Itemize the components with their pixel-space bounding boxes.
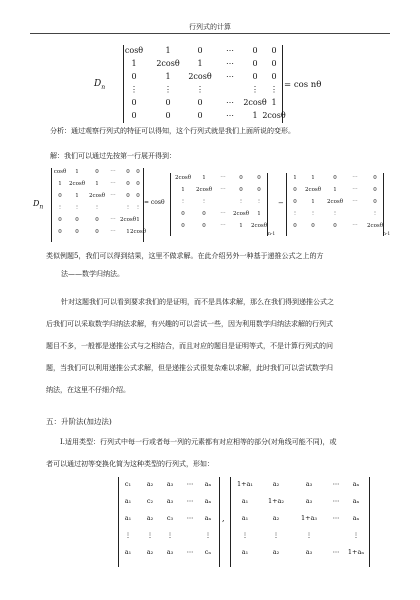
matrix-cell: 1	[126, 229, 130, 235]
matrix-cell: 2cosθ	[129, 229, 147, 235]
matrix-cell: 2cosθ	[195, 187, 213, 193]
matrix-cell: a₃	[166, 548, 174, 556]
matrix-cell: 2cosθ	[88, 193, 106, 199]
matrix-cell: ⋯	[110, 193, 116, 199]
matrix-cell: 0	[197, 111, 203, 120]
matrix-cell: ⋮	[196, 85, 204, 94]
matrix-cell: 0	[181, 211, 185, 217]
matrix-cell: ⋮	[164, 85, 172, 94]
matrix-cell: ⋯	[332, 480, 340, 488]
matrix-cell: 1	[311, 175, 315, 181]
solution-intro: 解：我们可以通过先按第一行展开得到：	[50, 152, 176, 160]
matrix-cell: 1+aₙ	[347, 548, 365, 556]
matrix-cell: 0	[202, 223, 206, 229]
matrix-cell: ⋯	[352, 187, 358, 193]
matrix-cell: a₂	[272, 514, 280, 522]
matrix-cell: a₂	[146, 548, 154, 556]
matrix-cell: 1	[136, 217, 140, 223]
matrix-cell: 1+a₃	[300, 514, 318, 522]
matrix-cell: 0	[131, 72, 137, 81]
matrix-cell: 0	[293, 187, 297, 193]
matrix-cell: ⋯	[226, 98, 234, 107]
determinant-expansion-3	[286, 173, 384, 236]
matrix-cell: 0	[373, 199, 377, 205]
matrix-cell: ⋮	[180, 199, 186, 205]
matrix-cell: 0	[333, 175, 337, 181]
matrix-cell: ⋯	[352, 199, 358, 205]
example-matrix-left	[118, 477, 220, 567]
matrix-cell: 0	[271, 59, 277, 68]
matrix-cell: 0	[75, 229, 79, 235]
matrix-cell: cosθ	[53, 169, 67, 175]
paragraph-line-1: 类似例题5，我们可以得到结果，这里不做求解。在此介绍另外一种基于递推公式之上的方	[46, 252, 324, 260]
matrix-cell: ⋯	[226, 72, 234, 81]
example-matrix-right	[230, 477, 370, 567]
matrix-cell: ⋯	[110, 217, 116, 223]
expansion-sub-2: n-1	[268, 232, 276, 237]
matrix-cell: c₃	[166, 514, 174, 522]
matrix-cell: ⋯	[332, 497, 340, 505]
matrix-cell: ⋯	[226, 59, 234, 68]
matrix-cell: ⋯	[220, 187, 226, 193]
matrix-cell: a₂	[146, 514, 154, 522]
matrix-cell: 0	[311, 223, 315, 229]
paragraph-line-5: 题目不多，一般都是递推公式与之相结合，而且对应的题目是证明等式，不是计算行列式的问	[46, 342, 333, 350]
matrix-cell: ⋮	[201, 199, 207, 205]
matrix-cell: ⋮	[310, 211, 316, 217]
matrix-cell: c₂	[146, 497, 154, 505]
matrix-cell: 0	[333, 223, 337, 229]
matrix-cell: a₂	[272, 548, 280, 556]
matrix-cell: ⋮	[272, 531, 280, 539]
matrix-cell: a₂	[146, 480, 154, 488]
matrix-cell: 0	[58, 217, 62, 223]
matrix-cell: aₙ	[204, 514, 212, 522]
matrix-cell: 0	[136, 193, 140, 199]
matrix-cell: 1+a₂	[267, 497, 285, 505]
matrix-cell: 2cosθ	[174, 175, 192, 181]
paragraph-line-7: 纳法，在这里不仔细介绍。	[46, 386, 130, 394]
matrix-cell: ⋮	[256, 199, 262, 205]
section-intro-line-1: Ⅰ.适用类型：行列式中每一行或者每一列的元素都有对应相等的部分(对角线可能不同)，或	[60, 438, 337, 446]
matrix-cell: 0	[373, 175, 377, 181]
matrix-cell: 0	[75, 217, 79, 223]
matrix-cell: a₁	[124, 548, 132, 556]
matrix-cell: 0	[165, 98, 171, 107]
matrix-cell: 0	[197, 98, 203, 107]
matrix-cell: ⋮	[372, 211, 378, 217]
matrix-cell: a₁	[241, 548, 249, 556]
matrix-cell: ⋯	[332, 548, 340, 556]
matrix1-result: = cos nθ	[284, 80, 322, 90]
matrix-cell: 0	[58, 229, 62, 235]
matrix-cell: 1	[131, 59, 137, 68]
matrix-cell: 1	[293, 175, 297, 181]
paragraph-line-6: 题，当我们可以利用递推公式求解，但是递推公式很复杂难以求解，此时我们可以尝试数学归	[46, 364, 333, 372]
matrix-cell: a₂	[272, 480, 280, 488]
matrix-cell: a₃	[166, 497, 174, 505]
matrix-cell: 1	[311, 199, 315, 205]
matrix-cell: a₃	[305, 548, 313, 556]
matrix-cell: ⋮	[124, 531, 132, 539]
matrix-cell: 0	[293, 223, 297, 229]
matrix-cell: aₙ	[204, 497, 212, 505]
matrix-cell: 0	[293, 199, 297, 205]
matrix-cell: ⋯	[110, 229, 116, 235]
matrix-cell: aₙ	[352, 514, 360, 522]
matrix-cell: 1	[165, 72, 171, 81]
matrix-cell: 1	[75, 193, 79, 199]
matrix-cell: ⋯	[220, 211, 226, 217]
matrix-cell: 0	[165, 111, 171, 120]
matrix-cell: ⋯	[226, 46, 234, 55]
matrix-cell: ⋮	[125, 205, 131, 211]
matrix-cell: ⋮	[146, 531, 154, 539]
matrix-cell: 0	[95, 169, 99, 175]
matrix-cell: 1	[202, 175, 206, 181]
matrix-cell: 1	[58, 181, 62, 187]
matrix-cell: 0	[239, 175, 243, 181]
matrix-cell: c₁	[124, 480, 132, 488]
matrix-cell: 0	[252, 46, 258, 55]
paragraph-line-2: 法——数学归纳法。	[61, 270, 124, 278]
matrix-cell: ⋯	[186, 514, 194, 522]
paragraph-line-3: 针对这题我们可以看到要求我们的是证明，而不是具体求解，那么在我们得到递推公式之	[61, 298, 334, 306]
matrix-cell: 2cosθ	[188, 72, 212, 81]
header-rule	[30, 33, 390, 34]
matrix-cell: 1	[252, 111, 258, 120]
matrix-cell: ⋮	[135, 205, 141, 211]
matrix-cell: 2cosθ	[232, 211, 250, 217]
matrix-cell: 1	[333, 187, 337, 193]
matrix-cell: ⋯	[186, 497, 194, 505]
matrix-cell: a₁	[124, 514, 132, 522]
matrix-cell: 0	[136, 181, 140, 187]
matrix-cell: ⋮	[166, 531, 174, 539]
expansion-sub-3: n-1	[383, 232, 391, 237]
matrix-cell: ⋯	[110, 181, 116, 187]
matrix-cell: 2cosθ	[304, 187, 322, 193]
matrix-cell: 0	[257, 187, 261, 193]
matrix-cell: ⋮	[241, 531, 249, 539]
matrix-cell: 2cosθ	[326, 199, 344, 205]
matrix-cell: 0	[197, 46, 203, 55]
matrix-cell: 0	[95, 217, 99, 223]
matrix-cell: a₁	[124, 497, 132, 505]
matrix-cell: 0	[252, 59, 258, 68]
matrix-cell: ⋯	[110, 169, 116, 175]
matrix-cell: 0	[131, 98, 137, 107]
matrix-cell: 0	[271, 72, 277, 81]
matrix-cell: ⋯	[352, 175, 358, 181]
matrix-cell: ⋮	[352, 531, 360, 539]
matrix-cell: 0	[181, 223, 185, 229]
matrix-cell: a₁	[241, 497, 249, 505]
expansion-op1: = cosθ	[144, 199, 165, 206]
matrix-cell: 0	[131, 111, 137, 120]
matrix-cell: a₃	[166, 480, 174, 488]
matrix-cell: a₃	[305, 497, 313, 505]
matrix-cell: aₙ	[352, 480, 360, 488]
matrix-cell: ⋮	[57, 205, 63, 211]
matrix-cell: ⋯	[352, 223, 358, 229]
matrix-cell: ⋮	[292, 211, 298, 217]
matrix-cell: ⋮	[94, 205, 100, 211]
example-separator: ,	[222, 514, 225, 523]
matrix-cell: 0	[136, 169, 140, 175]
matrix-cell: 1	[75, 169, 79, 175]
matrix-cell: 0	[126, 181, 130, 187]
matrix-cell: 2cosθ	[262, 111, 286, 120]
matrix-cell: 0	[126, 169, 130, 175]
matrix1-label: $D_n$	[94, 79, 106, 91]
matrix-cell: 1	[271, 98, 277, 107]
determinant-1	[123, 45, 286, 123]
matrix-cell: ⋯	[186, 480, 194, 488]
matrix-cell: ⋯	[220, 175, 226, 181]
matrix-cell: 0	[95, 229, 99, 235]
matrix-cell: 0	[239, 187, 243, 193]
matrix-cell: ⋮	[251, 85, 259, 94]
matrix-cell: ⋮	[238, 199, 244, 205]
matrix-cell: 1+a₁	[236, 480, 254, 488]
matrix-cell: 2cosθ	[366, 223, 384, 229]
matrix-cell: 0	[58, 193, 62, 199]
matrix-cell: ⋮	[270, 85, 278, 94]
matrix-cell: 0	[252, 72, 258, 81]
matrix-cell: 1	[257, 211, 261, 217]
matrix-cell: 0	[373, 187, 377, 193]
matrix-cell: ⋮	[74, 205, 80, 211]
matrix-cell: 2cosθ	[68, 181, 86, 187]
matrix-cell: 0	[271, 46, 277, 55]
matrix-cell: aₙ	[352, 497, 360, 505]
matrix-cell: aₙ	[204, 480, 212, 488]
matrix-cell: a₃	[305, 480, 313, 488]
matrix-cell: ⋯	[332, 514, 340, 522]
matrix-cell: 1	[197, 59, 203, 68]
matrix-cell: 2cosθ	[250, 223, 268, 229]
matrix-cell: 1	[95, 181, 99, 187]
matrix-cell: 2cosθ	[156, 59, 180, 68]
matrix-cell: ⋯	[220, 223, 226, 229]
analysis-text: 分析：通过观察行列式的特征可以得知，这个行列式就是我们上面所说的变形。	[50, 127, 295, 135]
matrix-cell: 0	[202, 211, 206, 217]
matrix-cell: 2cosθ	[119, 217, 137, 223]
matrix-cell: 1	[239, 223, 243, 229]
matrix-cell: 0	[126, 193, 130, 199]
paragraph-line-4: 后我们可以采取数学归纳法求解，有兴趣的可以尝试一些，因为利用数学归纳法求解的行列式	[46, 320, 333, 328]
matrix-cell: ⋮	[332, 211, 338, 217]
expansion-label: $D_n$	[33, 199, 44, 211]
matrix-cell: 2cosθ	[243, 98, 267, 107]
matrix-cell: ⋮	[130, 85, 138, 94]
section-intro-line-2: 者可以通过初等变换化简为这种类型的行列式，形如：	[46, 460, 214, 468]
matrix-cell: ⋯	[186, 548, 194, 556]
matrix-cell: cₙ	[204, 548, 212, 556]
matrix-cell: ⋮	[204, 531, 212, 539]
matrix-cell: a₁	[241, 514, 249, 522]
matrix-cell: cosθ	[124, 46, 144, 55]
matrix-cell: ⋮	[305, 531, 313, 539]
matrix-cell: 0	[257, 175, 261, 181]
section-title: 五：升阶法(加边法)	[46, 417, 112, 426]
matrix-cell: 1	[181, 187, 185, 193]
determinant-expansion-1	[51, 168, 147, 242]
determinant-expansion-2	[170, 173, 268, 236]
matrix-cell: ⋯	[226, 111, 234, 120]
matrix-cell: 1	[165, 46, 171, 55]
expansion-op2: −	[278, 199, 284, 207]
page-header: 行列式的计算	[189, 23, 231, 31]
